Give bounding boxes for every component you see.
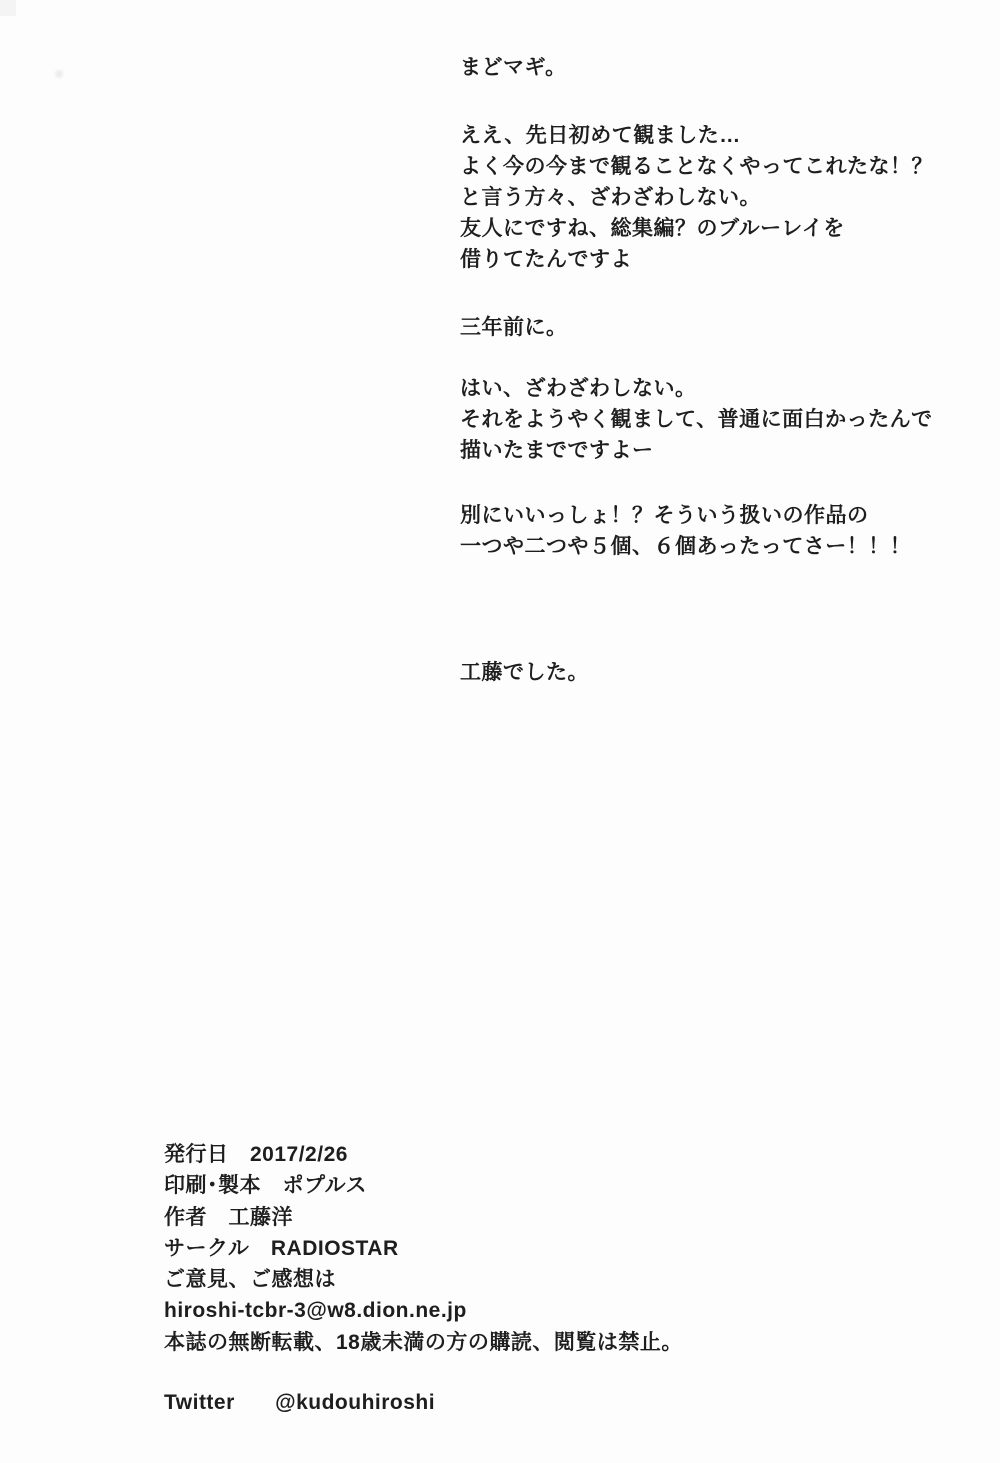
twitter-handle: @kudouhiroshi: [275, 1391, 436, 1414]
twitter-info: [164, 1391, 435, 1415]
afterword-signoff: [460, 657, 589, 688]
afterword-paragraph: [460, 373, 933, 466]
text-line: 工藤でした。: [460, 661, 589, 684]
text-line: と言う方々、ざわざわしない。: [460, 186, 761, 209]
text-line: 友人にですね、総集編？のブルーレイを: [460, 217, 845, 240]
afterword-title-block: [460, 52, 567, 83]
text-line: 別にいいっしょ！？そういう扱いの作品の: [460, 504, 869, 527]
text-line: 三年前に。: [460, 316, 568, 339]
text-line: それをようやく観まして、普通に面白かったんで: [460, 408, 933, 431]
colophon-email: hiroshi-tcbr-3@w8.dion.ne.jp: [164, 1299, 467, 1323]
afterword-paragraph: [460, 312, 568, 343]
colophon-block: [164, 1139, 683, 1358]
colophon-circle: サークル RADIOSTAR: [164, 1236, 399, 1260]
text-line: 一つや二つや５個、６個あったってさー！！！: [460, 535, 912, 558]
text-line: はい、ざわざわしない。: [460, 377, 697, 400]
text-line: 描いたまでですよー: [460, 439, 654, 462]
afterword-paragraph: [460, 500, 911, 562]
text-line: 借りてたんですよ: [460, 248, 632, 271]
colophon-notice: 本誌の無断転載、18歳未満の方の購読、閲覧は禁止。: [164, 1330, 683, 1354]
colophon-printer: 印刷･製本 ポプルス: [164, 1174, 368, 1198]
scan-speck-artifact: [53, 68, 65, 80]
text-line: まどマギ。: [460, 56, 567, 79]
text-line: ええ、先日初めて観ました…: [460, 124, 741, 147]
afterword-paragraph: [460, 120, 933, 275]
scan-corner-artifact: [0, 0, 16, 16]
colophon-author: 作者 工藤洋: [164, 1205, 293, 1229]
text-line: よく今の今まで観ることなくやってこれたな！？: [460, 155, 933, 178]
colophon-publish-date: 発行日 2017/2/26: [164, 1143, 348, 1166]
twitter-label: Twitter: [164, 1391, 235, 1414]
colophon-feedback-label: ご意見、ご感想は: [164, 1268, 336, 1292]
